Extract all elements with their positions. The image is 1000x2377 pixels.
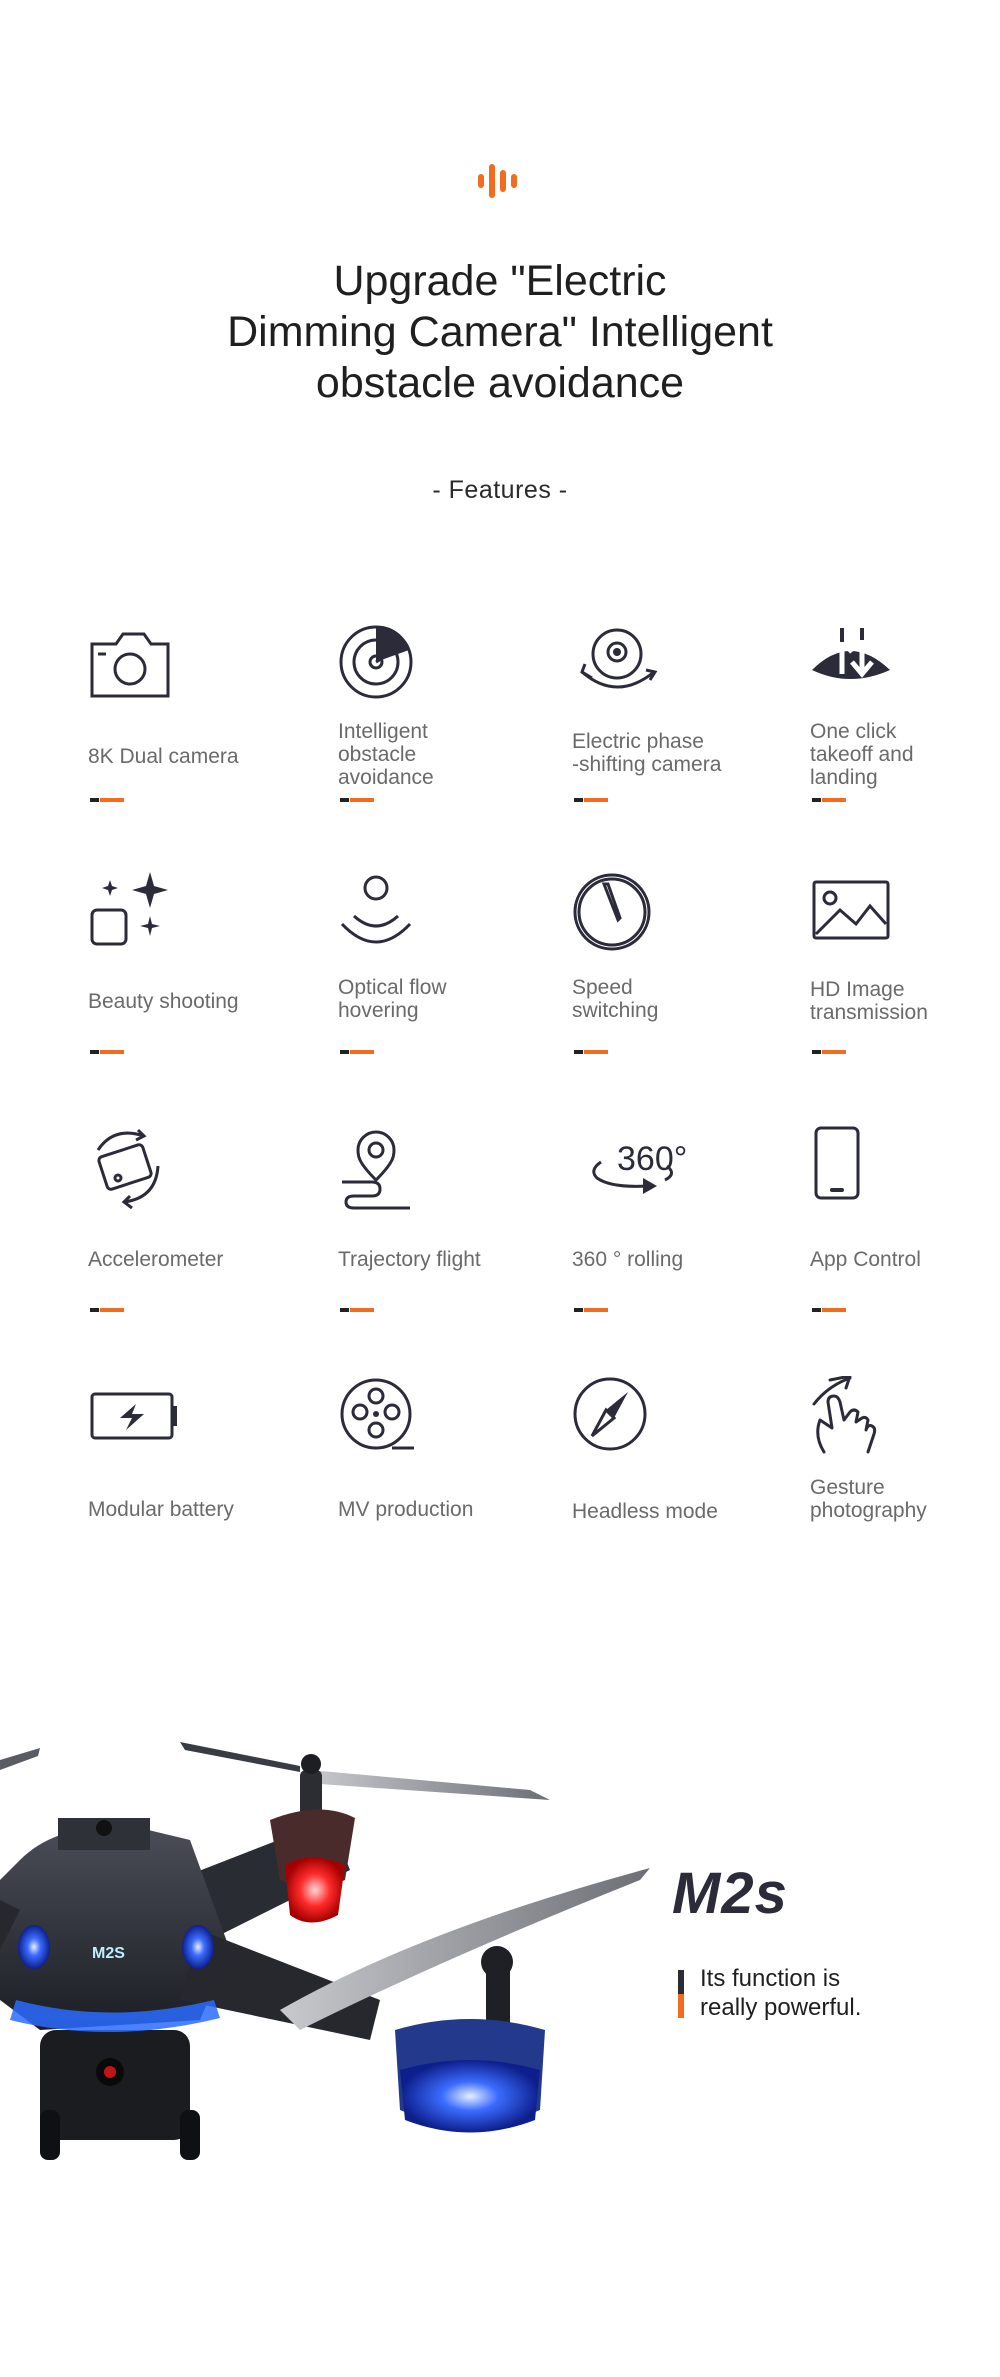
product-model-name: M2s <box>672 1861 788 1926</box>
feature-label: 8K Dual camera <box>88 745 239 768</box>
feature-label: One click <box>810 720 897 743</box>
rotating-camera-icon <box>572 620 662 710</box>
feature-label: switching <box>572 999 659 1022</box>
feature-label: -shifting camera <box>572 753 722 776</box>
features-section-title: - Features - <box>432 476 568 504</box>
feature-underline <box>574 1050 608 1054</box>
svg-text:M2S: M2S <box>92 1945 125 1962</box>
feature-label: Headless mode <box>572 1500 718 1523</box>
feature-label: photography <box>810 1499 927 1522</box>
feature-label: Accelerometer <box>88 1248 224 1271</box>
feature-underline <box>90 798 124 802</box>
feature-underline <box>90 1050 124 1054</box>
feature-label: landing <box>810 766 878 789</box>
film-reel-icon <box>338 1376 428 1466</box>
tagline-accent-bar <box>678 1970 684 2018</box>
feature-label: Beauty shooting <box>88 990 239 1013</box>
360-rotate-icon <box>572 1126 692 1216</box>
tagline-line: really powerful. <box>700 1994 862 2021</box>
camera-icon <box>88 620 178 710</box>
feature-underline <box>574 798 608 802</box>
drone-product-image <box>0 1700 700 2220</box>
feature-label: HD Image <box>810 978 905 1001</box>
feature-label: MV production <box>338 1498 474 1521</box>
feature-underline <box>574 1308 608 1312</box>
battery-icon <box>88 1376 178 1466</box>
tagline-line: Its function is <box>700 1965 841 1992</box>
feature-label: takeoff and <box>810 743 914 766</box>
speedometer-icon <box>572 872 662 962</box>
feature-label: 360 ° rolling <box>572 1248 684 1271</box>
beauty-sparkle-icon <box>88 872 178 962</box>
feature-underline <box>340 1050 374 1054</box>
feature-label: transmission <box>810 1001 928 1024</box>
product-tagline <box>700 1964 980 2022</box>
takeoff-landing-icon <box>810 620 900 710</box>
feature-underline <box>812 1308 846 1312</box>
phone-icon <box>810 1126 900 1216</box>
headline-line: obstacle avoidance <box>315 359 685 407</box>
feature-label: Modular battery <box>88 1498 234 1521</box>
location-pin-icon <box>338 1126 428 1216</box>
feature-underline <box>90 1308 124 1312</box>
compass-icon <box>572 1376 662 1466</box>
feature-label: Gesture <box>810 1476 885 1499</box>
feature-label: Electric phase <box>572 730 704 753</box>
feature-label: hovering <box>338 999 419 1022</box>
feature-label: Trajectory flight <box>338 1248 481 1271</box>
headline-line: Dimming Camera" Intelligent <box>227 308 773 356</box>
feature-label: obstacle <box>338 743 417 766</box>
accelerometer-icon <box>88 1126 178 1216</box>
feature-underline <box>340 798 374 802</box>
feature-label: App Control <box>810 1248 921 1271</box>
radar-icon <box>338 620 428 710</box>
gesture-hand-icon <box>810 1376 900 1466</box>
feature-label: Speed <box>572 976 633 999</box>
svg-text:360°: 360° <box>617 1140 688 1178</box>
image-icon <box>810 872 900 962</box>
feature-label: Optical flow <box>338 976 447 999</box>
feature-underline <box>812 1050 846 1054</box>
feature-label: avoidance <box>338 766 434 789</box>
feature-underline <box>340 1308 374 1312</box>
feature-underline <box>812 798 846 802</box>
headline-line: Upgrade "Electric <box>333 257 667 305</box>
optical-flow-icon <box>338 872 428 962</box>
feature-label: Intelligent <box>338 720 428 743</box>
